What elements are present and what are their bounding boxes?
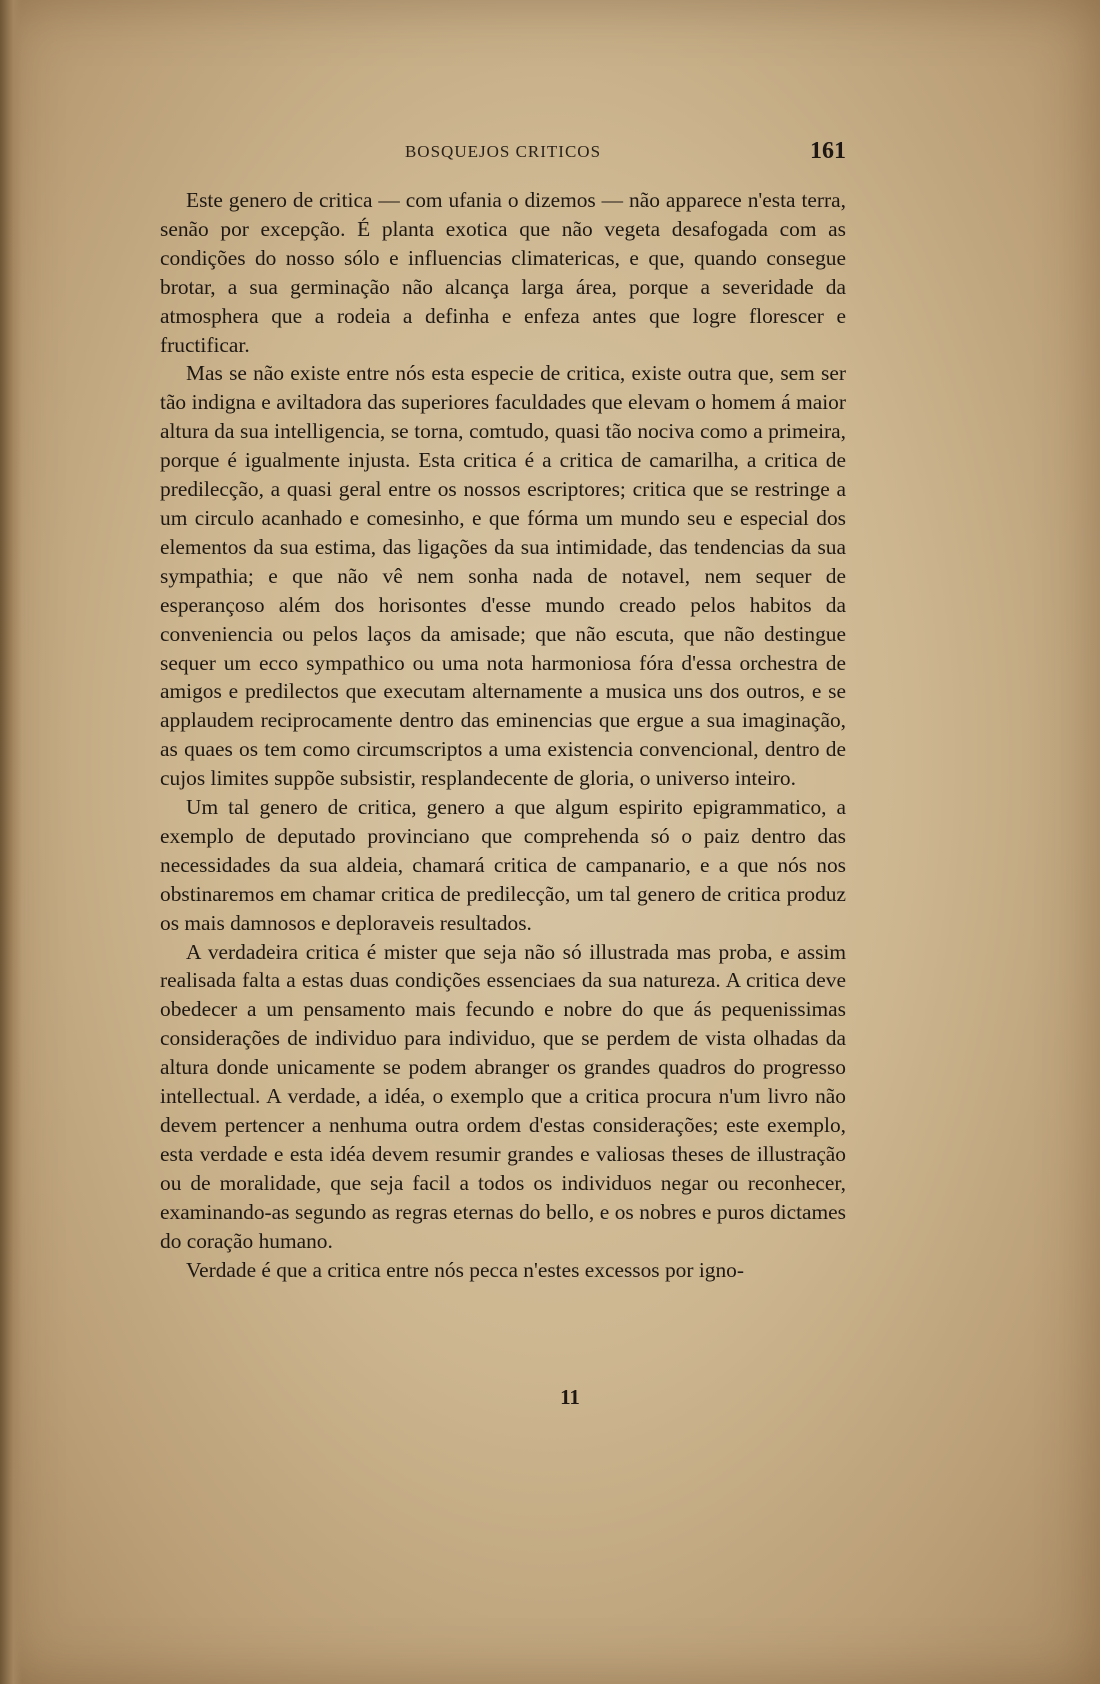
body-text bbox=[160, 186, 846, 1284]
page-binding-edge bbox=[0, 0, 22, 1684]
page-number: 161 bbox=[810, 138, 846, 164]
signature-mark bbox=[0, 1385, 1100, 1410]
paragraph: Este genero de critica — com ufania o dizemos — não apparece n'esta terra, senão por excepção. É planta exotica que não vegeta desafogada com as condições do nosso sólo e influencias climatericas, e que, quando consegue brotar, a sua germinação não alcança larga área, porque a severidade da atmosphera que a rodeia a definha e enfeza antes que logre florescer e fructificar. bbox=[160, 188, 846, 357]
signature-number: 11 bbox=[560, 1385, 580, 1409]
paragraph: A verdadeira critica é mister que seja não só illustrada mas proba, e assim realisada falta a estas duas condições essenciaes da sua natureza. A critica deve obedecer a um pensamento mais fecundo e nobre do que ás pequenissimas considerações de individuo para individuo, que se perdem de vista olhadas da altura donde unicamente se podem abranger os grandes quadros do progresso intellectual. A verdade, a idéa, o exemplo que a critica procura n'um livro não devem pertencer a nenhuma outra ordem d'estas considerações; este exemplo, esta verdade e esta idéa devem resumir grandes e valiosas theses de illustração ou de moralidade, que seja facil a todos os individuos negar ou reconhecer, examinando-as segundo as regras eternas do bello, e os nobres e puros dictames do coração humano. bbox=[160, 939, 846, 1253]
paragraph: Verdade é que a critica entre nós pecca n'estes excessos por igno- bbox=[186, 1257, 744, 1282]
page-header bbox=[160, 138, 846, 172]
running-title: BOSQUEJOS CRITICOS bbox=[404, 142, 602, 161]
paragraph: Um tal genero de critica, genero a que algum espirito epigrammatico, a exemplo de deputado provinciano que comprehenda só o paiz dentro das necessidades da sua aldeia, chamará critica de campanario, e a que nós nos obstinaremos em chamar critica de predilecção, um tal genero de critica produz os mais damnosos e deploraveis resultados. bbox=[160, 795, 846, 935]
paragraph: Mas se não existe entre nós esta especie de critica, existe outra que, sem ser tão indigna e aviltadora das superiores faculdades que elevam o homem á maior altura da sua intelligencia, se torna, comtudo, quasi tão nociva como a primeira, porque é igualmente injusta. Esta critica é a critica de camarilha, a critica de predilecção, a quasi geral entre os nossos escriptores; critica que se restringe a um circulo acanhado e comesinho, e que fórma um mundo seu e especial dos elementos da sua estima, das ligações da sua intimidade, das tendencias da sua sympathia; e que não vê nem sonha nada de notavel, nem sequer de esperançoso além dos horisontes d'esse mundo creado pelos habitos da conveniencia ou pelos laços da amisade; que não escuta, que não destingue sequer um ecco sympathico ou uma nota harmoniosa fóra d'essa orchestra de amigos e predilectos que executam alternamente a musica uns dos outros, e se applaudem reciprocamente dentro das eminencias que ergue a sua imaginação, as quaes os tem como circumscriptos a uma existencia convencional, dentro de cujos limites suppõe subsistir, resplandecente de gloria, o universo inteiro. bbox=[160, 361, 846, 791]
